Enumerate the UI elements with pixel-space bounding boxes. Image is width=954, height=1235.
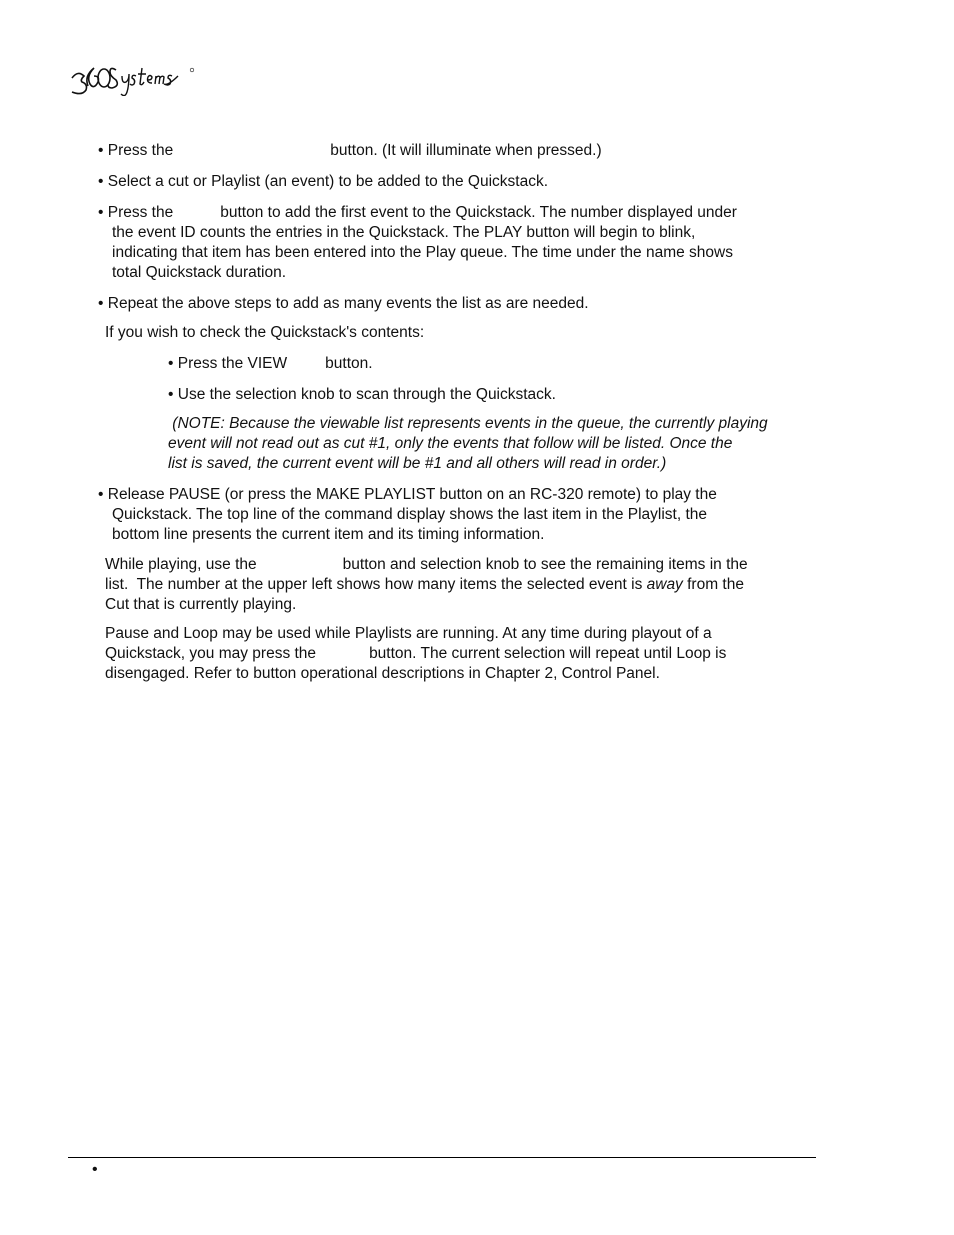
note-line: list is saved, the current event will be #1 and all others will read in order.) [168,455,667,472]
logo-mark-icon [68,56,198,96]
paragraph-text-pre: Quickstack, you may press the [105,645,317,662]
paragraph-line: disengaged. Refer to button operational descriptions in Chapter 2, Control Panel. [105,665,660,682]
bullet-continuation: total Quickstack duration. [112,264,287,281]
sub-bullet-press-view [168,354,373,374]
bullet-text-post: button. [325,355,373,372]
bullet-item-add-event [98,203,737,223]
bullet-glyph: • [98,204,104,221]
bullet-text-pre: Press the [107,204,174,221]
bullet-item-press-button [98,141,602,161]
bullet-item-release-pause [98,485,717,505]
footer-bullet: • [92,1161,98,1178]
bullet-text: Repeat the above steps to add as many events the list as are needed. [107,295,589,312]
paragraph-text-post: button and selection knob to see the remaining items in the [342,556,748,573]
bullet-continuation: bottom line presents the current item and its timing information. [112,526,545,543]
paragraph-line [105,644,726,664]
paragraph-while-playing [105,555,748,575]
emphasis-text: away [646,576,683,593]
bullet-text: Select a cut or Playlist (an event) to be added to the Quickstack. [107,173,549,190]
bullet-item-repeat [98,294,589,314]
bullet-text-pre: Press the VIEW [177,355,288,372]
paragraph-text: list. The number at the upper left shows how many items the selected event is [105,576,647,593]
bullet-continuation: indicating that item has been entered into the Play queue. The time under the name shows [112,244,733,261]
paragraph-line: Cut that is currently playing. [105,596,297,613]
bullet-text: Use the selection knob to scan through the Quickstack. [177,386,556,403]
paragraph-text-post: button. The current selection will repeat until Loop is [369,645,727,662]
bullet-glyph: • [98,173,104,190]
paragraph-pause-loop: Pause and Loop may be used while Playlists are running. At any time during playout of a [105,625,712,642]
bullet-glyph: • [98,295,104,312]
company-logo [68,56,198,96]
paragraph-text: from the [682,576,744,593]
note-line: event will not read out as cut #1, only the events that follow will be listed. Once the [168,435,733,452]
bullet-glyph: • [168,355,174,372]
bullet-text: Release PAUSE (or press the MAKE PLAYLIST button on an RC-320 remote) to play the [107,486,717,503]
check-intro-text: If you wish to check the Quickstack's contents: [105,324,425,341]
bullet-item-select-cut [98,172,548,192]
paragraph-text-pre: While playing, use the [105,556,257,573]
bullet-glyph: • [168,386,174,403]
note-line: (NOTE: Because the viewable list represents events in the queue, the currently playing [168,415,768,432]
paragraph-line [105,575,744,595]
bullet-continuation: the event ID counts the entries in the Quickstack. The PLAY button will begin to blink, [112,224,696,241]
bullet-text-post: button. (It will illuminate when pressed.) [330,142,602,159]
bullet-glyph: • [98,142,104,159]
bullet-glyph: • [98,486,104,503]
bullet-text-pre: Press the [107,142,174,159]
footer-rule [68,1157,816,1158]
bullet-text-post: button to add the first event to the Quickstack. The number displayed under [220,204,737,221]
sub-bullet-selection-knob [168,385,556,405]
bullet-continuation: Quickstack. The top line of the command display shows the last item in the Playlist, the [112,506,708,523]
